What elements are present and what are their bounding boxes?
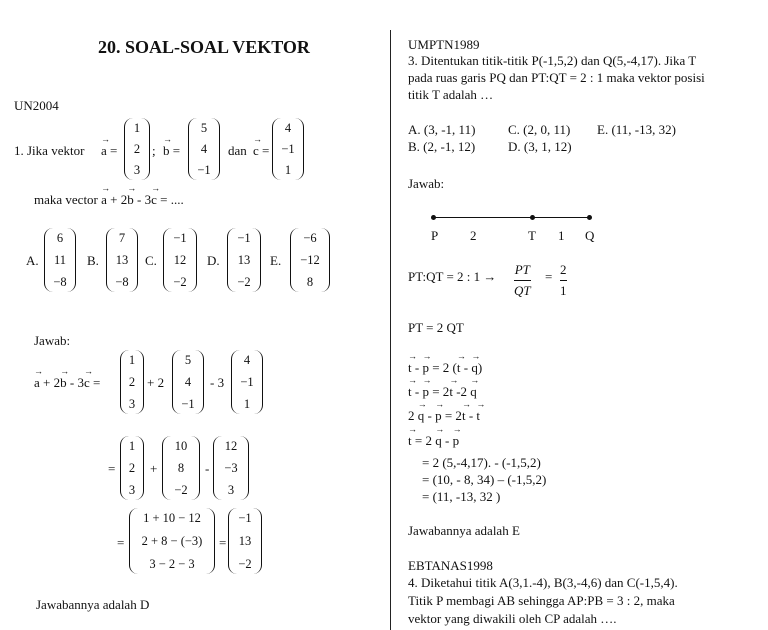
derivation-line-4: → t = 2 → q - → p <box>408 434 459 447</box>
step1-minus3: - 3 <box>210 375 225 390</box>
ratio-2-label: 2 <box>470 228 477 243</box>
vector-c: 4 −1 1 <box>272 118 304 180</box>
q3-option-b: B. (2, -1, 12) <box>408 139 476 154</box>
option-a-label: A. <box>26 253 39 268</box>
step3-eq: = <box>117 535 125 550</box>
step2-minus: - <box>205 461 210 476</box>
point-q-label: Q <box>585 228 595 243</box>
step2-vector-1: 1 2 3 <box>120 436 144 500</box>
step1-plus2: + 2 <box>147 375 165 390</box>
point-p-label: P <box>431 228 439 243</box>
derivation-line-2: → t - → p = 2→ t -2 → q <box>408 385 477 398</box>
question-3-line-2: pada ruas garis PQ dan PT:QT = 2 : 1 maka vektor posisi <box>408 70 705 85</box>
option-d-vector: −1 13 −2 <box>227 228 261 292</box>
var-a-label: → a = <box>101 144 117 157</box>
question-1-expression: maka vector → a + 2→ b - 3→ c = .... <box>34 193 184 206</box>
point-t-label: T <box>528 228 536 243</box>
step3-eq2: = <box>219 535 227 550</box>
jawab-label-right: Jawab: <box>408 176 445 191</box>
question-4-line-1: 4. Diketahui titik A(3,1.-4), B(3,-4,6) dan C(-1,5,4). <box>408 575 678 590</box>
semicolon: ; <box>152 143 156 158</box>
answer-right: Jawabannya adalah E <box>408 523 520 538</box>
question-3-line-3: titik T adalah … <box>408 87 494 102</box>
option-e-label: E. <box>270 253 282 268</box>
fraction-2-1: 2 1 <box>560 262 567 298</box>
step1-expression: → a + 2→ b - 3→ c = <box>34 376 100 389</box>
q3-option-c: C. (2, 0, 11) <box>508 122 571 137</box>
vector-b: 5 4 −1 <box>188 118 220 180</box>
point-q-dot <box>587 215 592 220</box>
step3-vector-1: 1 + 10 − 12 2 + 8 − (−3) 3 − 2 − 3 <box>129 508 215 574</box>
question-3-line-1: 3. Ditentukan titik-titik P(-1,5,2) dan Q(5,-4,17). Jika T <box>408 53 697 68</box>
jawab-label-left: Jawab: <box>34 333 71 348</box>
option-b-vector: 7 13 −8 <box>106 228 138 292</box>
step2-vector-2: 10 8 −2 <box>162 436 200 500</box>
exam-label-ebtanas1998: EBTANAS1998 <box>408 558 493 573</box>
fraction-pt-qt: PT QT <box>514 262 531 298</box>
fraction-eq: = <box>545 269 553 284</box>
step1-vector-1: 1 2 3 <box>120 350 144 414</box>
step2-vector-3: 12 −3 3 <box>213 436 249 500</box>
page-title: 20. SOAL-SOAL VEKTOR <box>98 37 310 57</box>
exam-label-un2004: UN2004 <box>14 98 59 113</box>
var-c-label: → c = <box>253 144 269 157</box>
option-c-label: C. <box>145 253 157 268</box>
segment-pq <box>434 217 590 218</box>
question-4-line-3: vektor yang diwakili oleh CP adalah …. <box>408 611 617 626</box>
calc-line-2: = (10, - 8, 34) – (-1,5,2) <box>422 472 547 487</box>
ratio-text: PT:QT = 2 : 1 → <box>408 269 497 284</box>
pt-equation: PT = 2 QT <box>408 320 464 335</box>
step1-vector-3: 4 −1 1 <box>231 350 263 414</box>
option-b-label: B. <box>87 253 99 268</box>
question-1-prefix: 1. Jika vektor <box>14 143 85 158</box>
point-t-dot <box>530 215 535 220</box>
step1-vector-2: 5 4 −1 <box>172 350 204 414</box>
var-b-label: → b = <box>163 144 180 157</box>
option-d-label: D. <box>207 253 220 268</box>
option-a-vector: 6 11 −8 <box>44 228 76 292</box>
step2-eq: = <box>108 461 116 476</box>
calc-line-1: = 2 (5,-4,17). - (-1,5,2) <box>422 455 541 470</box>
column-divider <box>390 30 391 630</box>
exam-label-umptn1989: UMPTN1989 <box>408 37 480 52</box>
step3-vector-2: −1 13 −2 <box>228 508 262 574</box>
dan-text: dan <box>228 143 247 158</box>
q3-option-a: A. (3, -1, 11) <box>408 122 476 137</box>
answer-left: Jawabannya adalah D <box>36 597 150 612</box>
option-c-vector: −1 12 −2 <box>163 228 197 292</box>
point-p-dot <box>431 215 436 220</box>
ratio-1-label: 1 <box>558 228 565 243</box>
option-e-vector: −6 −12 8 <box>290 228 330 292</box>
derivation-line-1: → t - → p = 2 (→ t - → q) <box>408 361 482 374</box>
derivation-line-3: 2 → q - → p = 2→ t - → t <box>408 409 480 422</box>
step2-plus: + <box>150 461 158 476</box>
calc-line-3: = (11, -13, 32 ) <box>422 489 501 504</box>
question-4-line-2: Titik P membagi AB sehingga AP:PB = 3 : 2, maka <box>408 593 675 608</box>
vector-a: 1 2 3 <box>124 118 150 180</box>
q3-option-e: E. (11, -13, 32) <box>597 122 676 137</box>
q3-option-d: D. (3, 1, 12) <box>508 139 572 154</box>
